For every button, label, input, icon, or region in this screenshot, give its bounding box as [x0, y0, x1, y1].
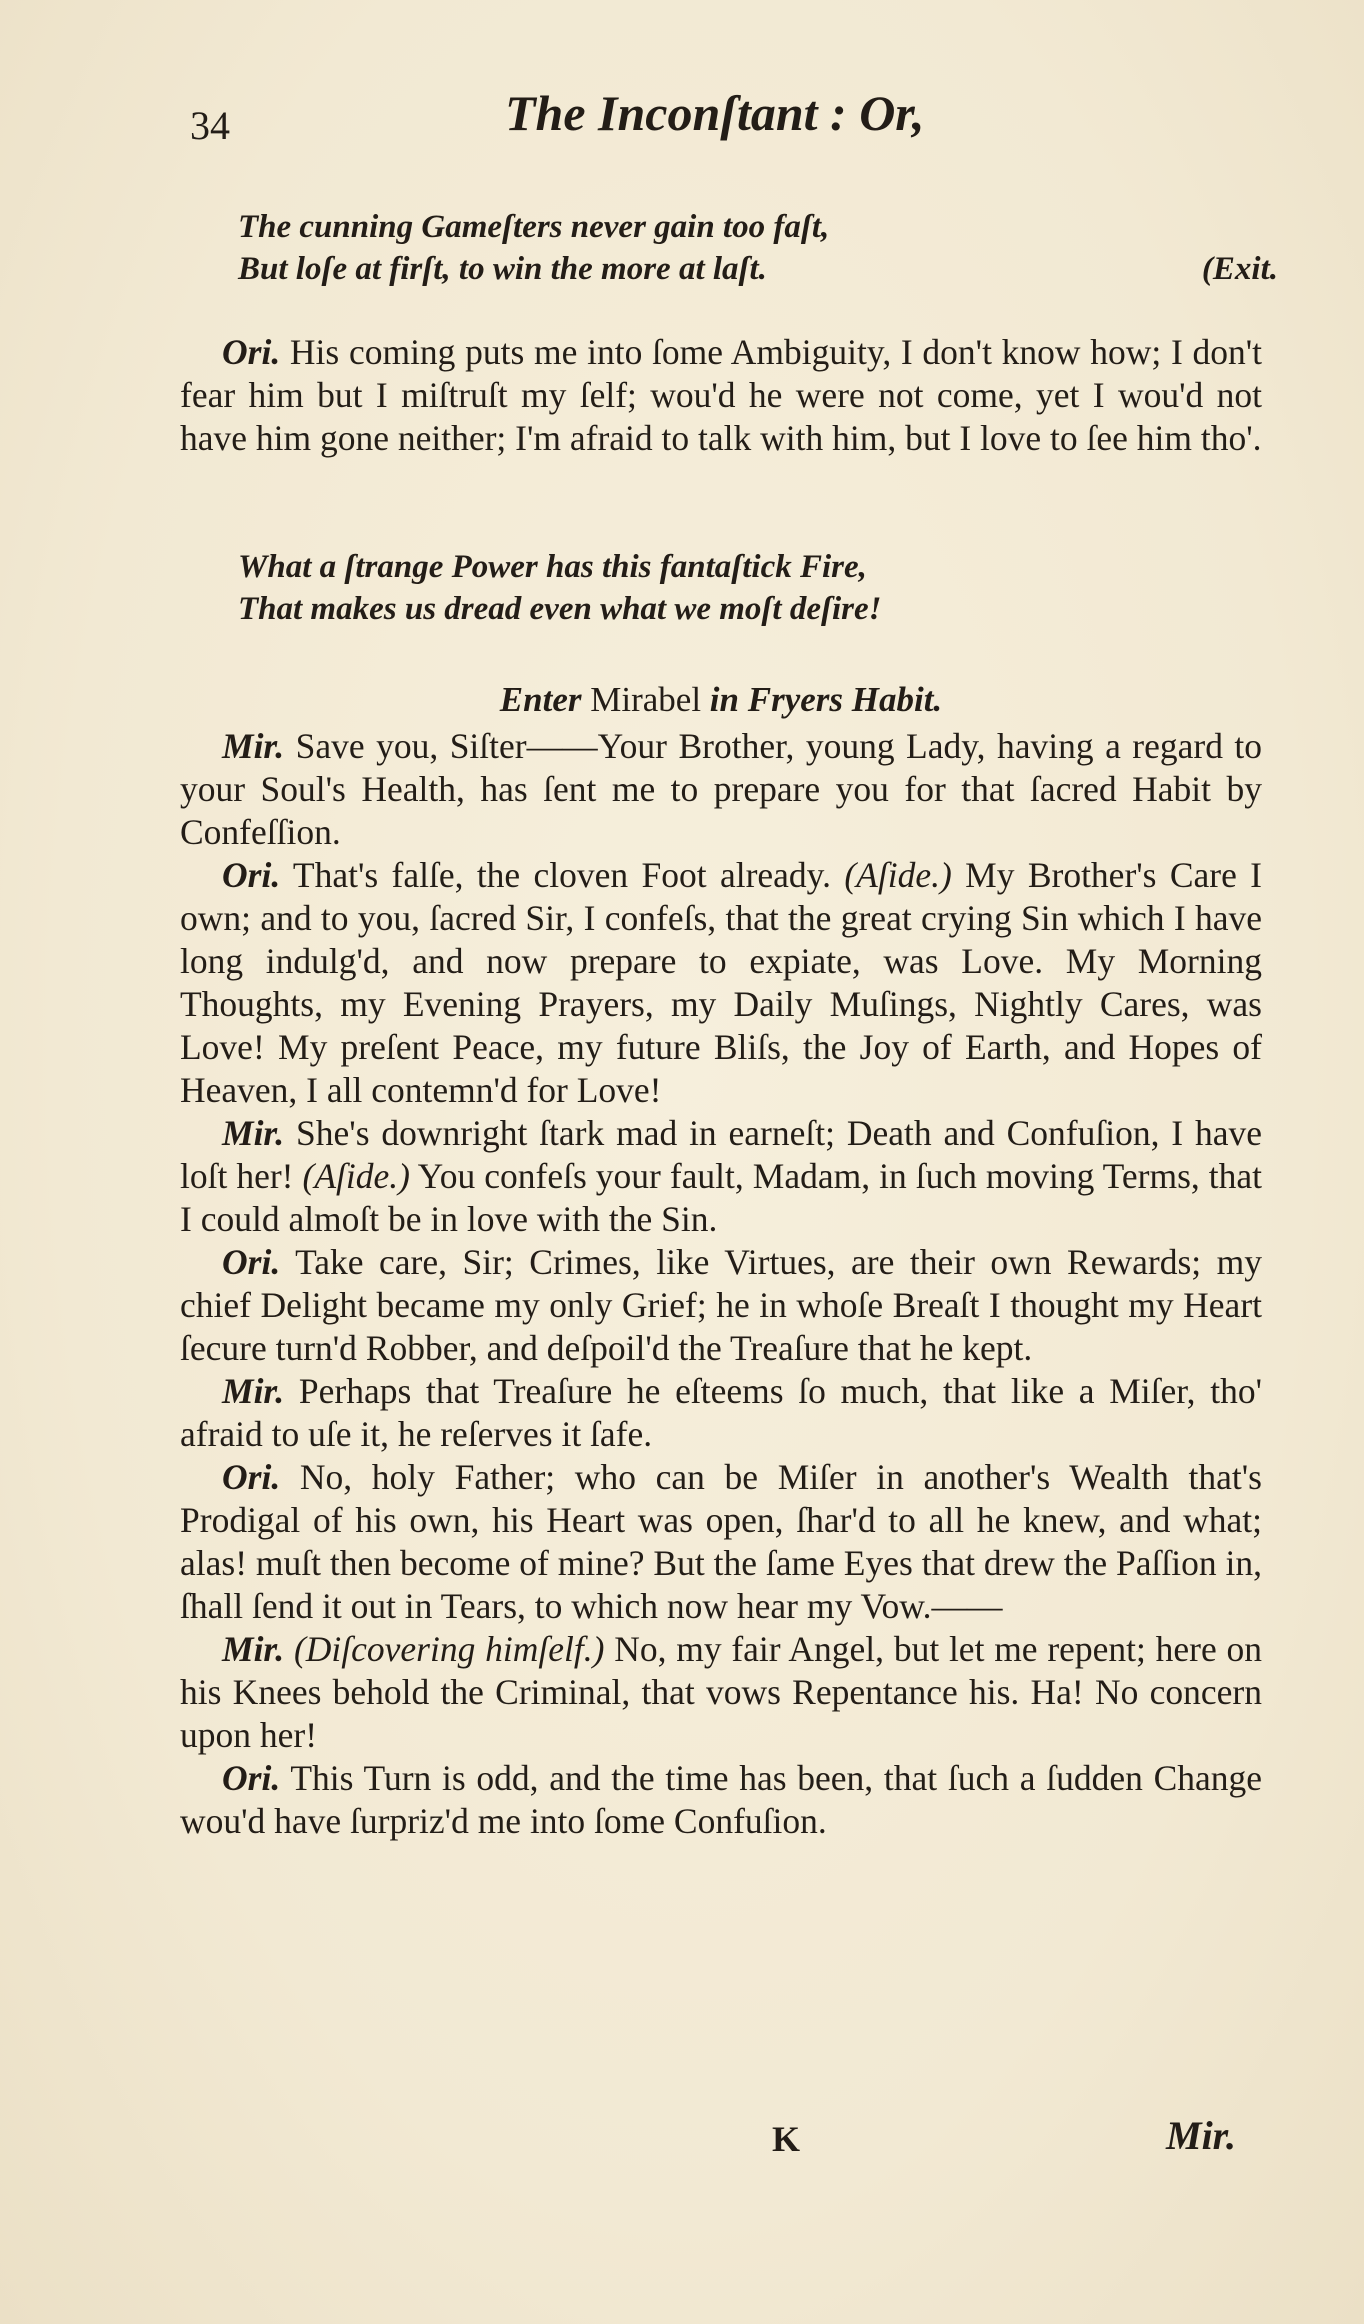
character-name: Mirabel	[590, 680, 702, 719]
speaker-name: Mir.	[222, 1113, 285, 1153]
speaker-name: Mir.	[222, 726, 285, 766]
speaker-name: Ori.	[222, 1758, 281, 1798]
speech-text: His coming puts me into ſome Ambiguity, I don't know how; I don't fear him but I miſtruſt my ſelf; wou'd he were not come, yet I wou'd not have him gone neither; I'm afraid to talk with him, but I love to ſee him tho'.	[180, 332, 1262, 458]
paragraph-ori-1	[180, 331, 1262, 460]
dialogue-block	[180, 725, 1262, 1843]
speech-text: Save you, Siſter——Your Brother, young Lady, having a regard to your Soul's Health, has ſent me to prepare you for that ſacred Habit by Confeſſion.	[180, 726, 1263, 852]
speech	[180, 1628, 1262, 1757]
running-title: The Inconſtant : Or,	[505, 85, 925, 141]
stage-direction-enter	[180, 680, 1262, 720]
speaker-name: Ori.	[222, 1242, 281, 1282]
verse-line: That makes us dread even what we moſt deſire!	[238, 591, 882, 627]
aside-direction: (Aſide.)	[302, 1156, 410, 1196]
speech	[180, 1456, 1262, 1628]
speech	[180, 1241, 1262, 1370]
speaker-name: Ori.	[222, 1457, 281, 1497]
catchword: Mir.	[1166, 2113, 1237, 2158]
speaker-name: Mir.	[222, 1371, 285, 1411]
speech-text: My Brother's Care I own; and to you, ſacred Sir, I confeſs, that the great crying Sin which I have long indulg'd, and now prepare to expiate, was Love. My Morning Thoughts, my Evening Prayers, my Daily Muſings, Nightly Cares, was Love! My preſent Peace, my future Bliſs, the Joy of Earth, and Hopes of Heaven, I all contemn'd for Love!	[180, 855, 1263, 1110]
aside-direction: (Diſcovering himſelf.)	[293, 1629, 605, 1669]
verse-line: The cunning Gameſters never gain too faſt,	[238, 209, 830, 245]
stage-exit: (Exit.	[1201, 251, 1278, 287]
verse-couplet-1	[238, 206, 1278, 290]
speech	[180, 331, 1262, 460]
speech	[180, 1757, 1262, 1843]
speech	[180, 1112, 1262, 1241]
speech-text: No, my fair Angel, but let me repent; here on his Knees behold the Criminal, that vows Repentance his. Ha! No concern upon her!	[180, 1629, 1263, 1755]
verse-line: What a ſtrange Power has this fantaſtick Fire,	[238, 549, 867, 585]
speaker-name: Mir.	[222, 1629, 285, 1669]
speech	[180, 854, 1262, 1112]
verse-line: But loſe at firſt, to win the more at laſt.	[238, 251, 767, 287]
verse-couplet-2	[238, 546, 1278, 630]
page-header	[190, 84, 1260, 154]
aside-direction: (Aſide.)	[844, 855, 952, 895]
speech-text: This Turn is odd, and the time has been, that ſuch a ſudden Change wou'd have ſurpriz'd me into ſome Confuſion.	[180, 1758, 1263, 1841]
speech-text: Perhaps that Treaſure he eſteems ſo much, that like a Miſer, tho' afraid to uſe it, he reſerves it ſafe.	[180, 1371, 1263, 1454]
speech-text: No, holy Father; who can be Miſer in another's Wealth that's Prodigal of his own, his Heart was open, ſhar'd to all he knew, and what; alas! muſt then become of mine? But the ſame Eyes that drew the Paſſion in, ſhall ſend it out in Tears, to which now hear my Vow.——	[180, 1457, 1262, 1626]
stage-enter: Enter	[499, 680, 582, 719]
stage-habit: in Fryers Habit.	[709, 680, 943, 719]
speech-text: That's falſe, the cloven Foot already.	[292, 855, 831, 895]
speaker-name: Ori.	[222, 332, 281, 372]
speech	[180, 725, 1262, 854]
speaker-name: Ori.	[222, 855, 281, 895]
speech	[180, 1370, 1262, 1456]
speech-text: Take care, Sir; Crimes, like Virtues, are their own Rewards; my chief Delight became my only Grief; he in whoſe Breaſt I thought my Heart ſecure turn'd Robber, and deſpoil'd the Treaſure that he kept.	[180, 1242, 1262, 1368]
speech-text: You confeſs your fault, Madam, in ſuch moving Terms, that I could almoſt be in love with the Sin.	[180, 1156, 1263, 1239]
speech-text: She's downright ſtark mad in earneſt; Death and Confuſion, I have loſt her!	[180, 1113, 1263, 1196]
page-number: 34	[190, 103, 230, 148]
signature-mark: K	[772, 2119, 801, 2159]
